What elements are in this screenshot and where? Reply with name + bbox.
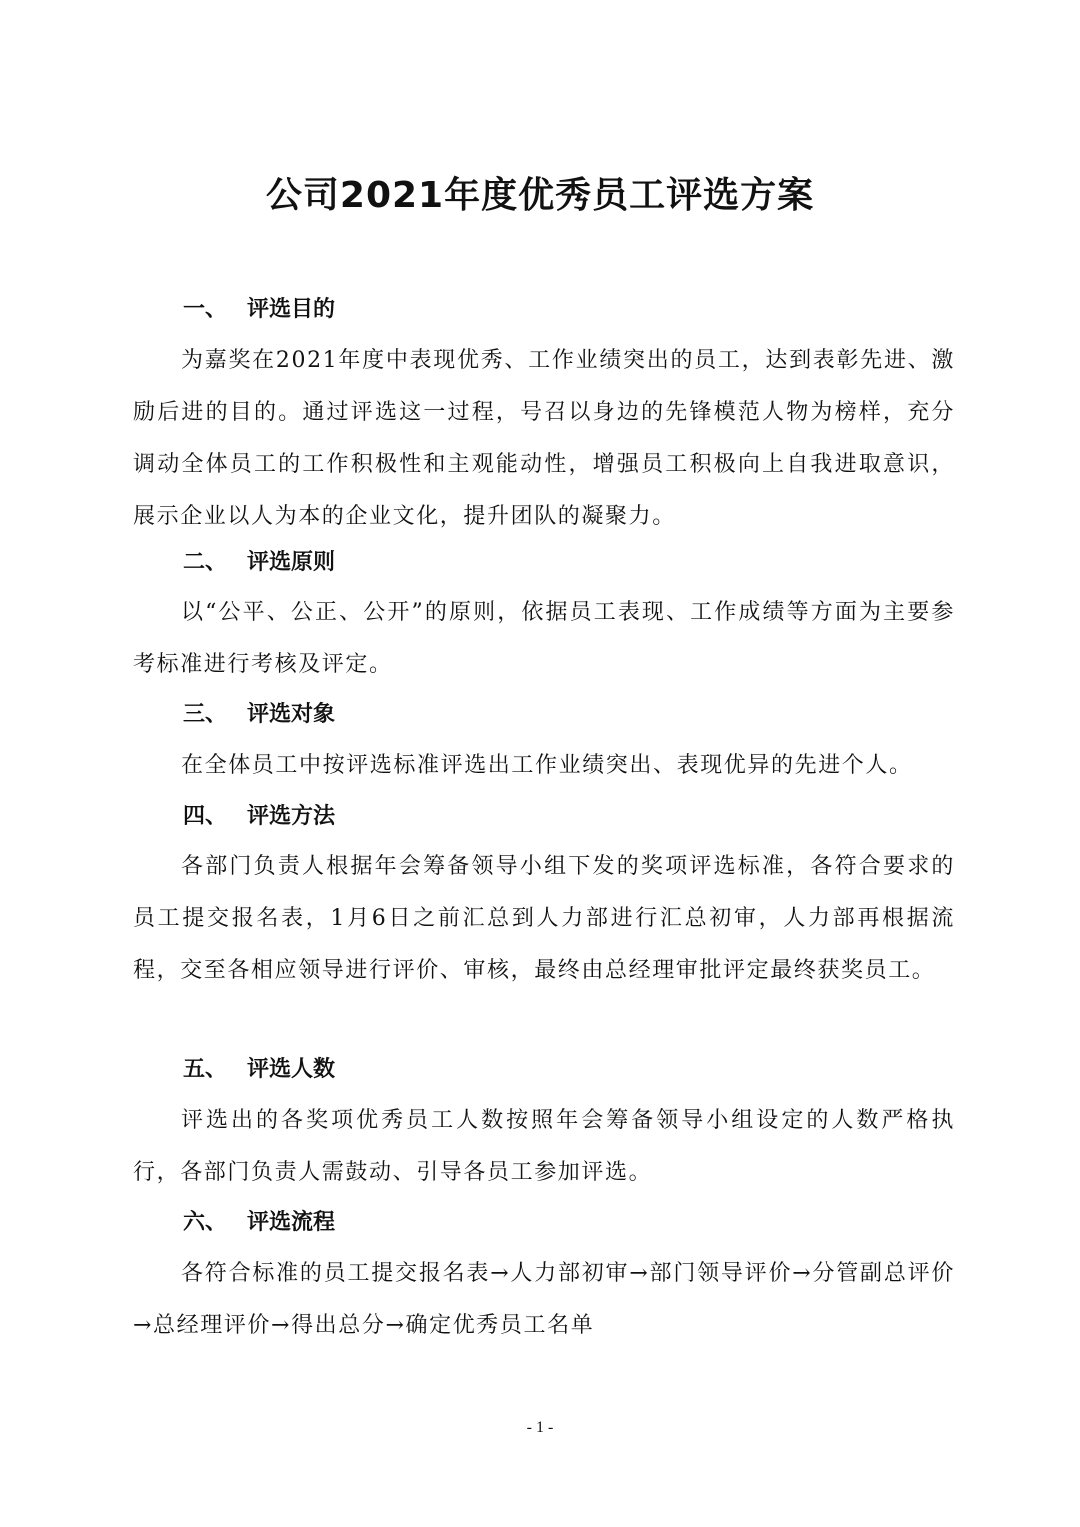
section-heading-process bbox=[183, 1205, 335, 1241]
section-heading-text: 评选人数 bbox=[247, 1057, 336, 1082]
section-heading-text: 评选方法 bbox=[247, 804, 336, 829]
section-heading-text: 评选对象 bbox=[247, 702, 336, 727]
section-heading-target bbox=[183, 697, 335, 733]
section-heading-method bbox=[183, 799, 335, 835]
section-heading-principle bbox=[183, 545, 335, 581]
section-heading-text: 评选流程 bbox=[247, 1210, 336, 1235]
section-number: 五、 bbox=[183, 1057, 228, 1082]
section-body-purpose: 为嘉奖在2021年度中表现优秀、工作业绩突出的员工，达到表彰先进、激励后进的目的。通过评选这一过程，号召以身边的先锋模范人物为榜样，充分调动全体员工的工作积极性和主观能动性，增强员工积极向上自我进取意识，展示企业以人为本的企业文化，提升团队的凝聚力。 bbox=[133, 348, 955, 529]
section-heading-quota bbox=[183, 1052, 335, 1088]
section-number: 一、 bbox=[183, 297, 228, 322]
page-number: - 1 - bbox=[526, 1419, 554, 1436]
section-number: 二、 bbox=[183, 550, 228, 575]
section-number: 六、 bbox=[183, 1210, 228, 1235]
section-body-target: 在全体员工中按评选标准评选出工作业绩突出、表现优异的先进个人。 bbox=[181, 753, 913, 778]
section-number: 四、 bbox=[183, 804, 228, 829]
section-body-quota: 评选出的各奖项优秀员工人数按照年会筹备领导小组设定的人数严格执行，各部门负责人需鼓动、引导各员工参加评选。 bbox=[133, 1108, 955, 1185]
document-title: 公司2021年度优秀员工评选方案 bbox=[265, 175, 815, 216]
section-body-principle: 以“公平、公正、公开”的原则，依据员工表现、工作成绩等方面为主要参考标准进行考核及评定。 bbox=[133, 600, 955, 677]
section-heading-purpose bbox=[183, 292, 335, 328]
section-body-method: 各部门负责人根据年会筹备领导小组下发的奖项评选标准，各符合要求的员工提交报名表，1月6日之前汇总到人力部进行汇总初审，人力部再根据流程，交至各相应领导进行评价、审核，最终由总经理审批评定最终获奖员工。 bbox=[133, 854, 955, 983]
section-body-process: 各符合标准的员工提交报名表→人力部初审→部门领导评价→分管副总评价→总经理评价→得出总分→确定优秀员工名单 bbox=[133, 1261, 955, 1338]
section-number: 三、 bbox=[183, 702, 228, 727]
section-heading-text: 评选原则 bbox=[247, 550, 336, 575]
section-heading-text: 评选目的 bbox=[247, 297, 336, 322]
